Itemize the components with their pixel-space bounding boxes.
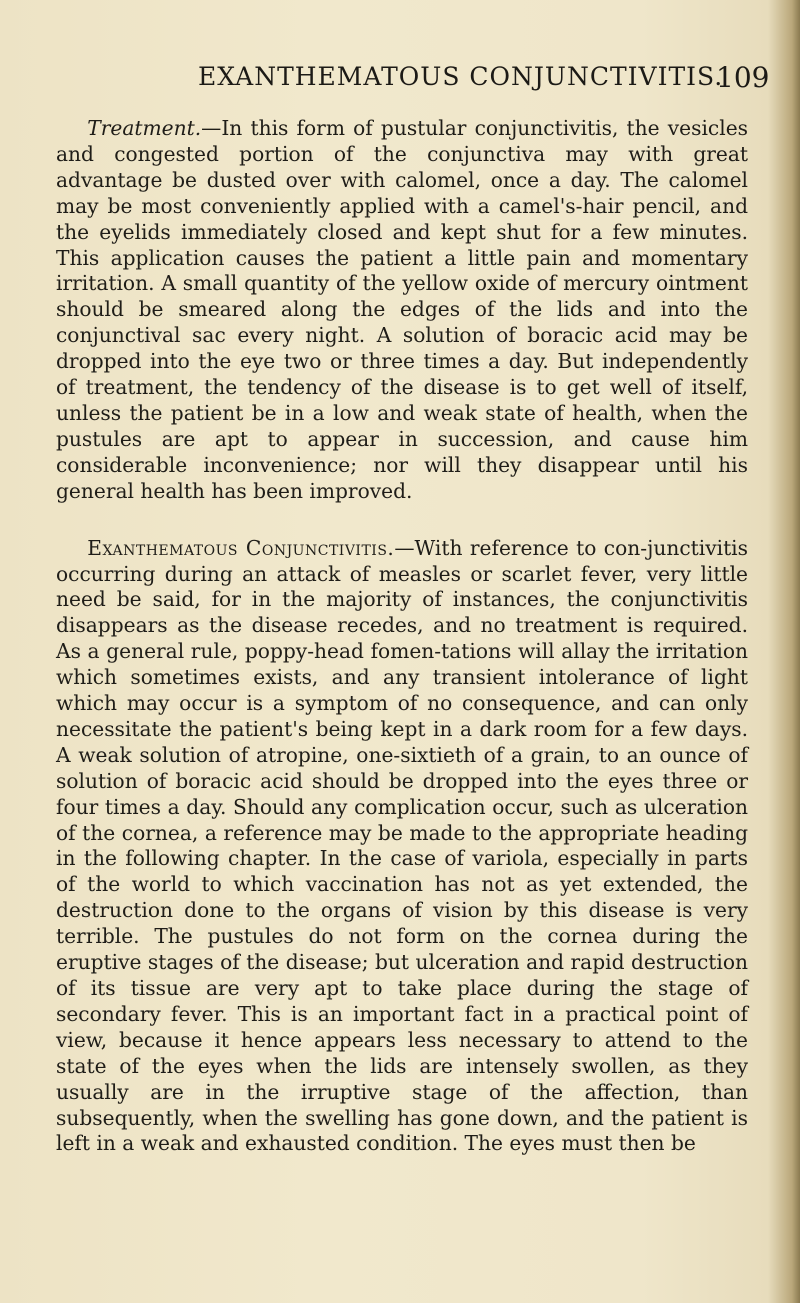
paragraph-text-treatment: —In this form of pustular conjunctivitis, the vesicles and congested portion of the conjunctiva may with great advantage be dusted over with calomel, once a day. The calomel may be most conveniently applied with a camel's-hair pencil, and the eyelids immediately closed and kept shut for a few minutes. This application causes the patient a little pain and momentary irritation. A small quantity of the yellow oxide of mercury ointment should be smeared along the edges of the lids and into the conjunctival sac every night. A solution of boracic acid may be dropped into the eye two or three times a day. But independently of treatment, the tendency of the disease is to get well of itself, unless the patient be in a low and weak state of health, when the pustules are apt to appear in succession, and cause him considerable inconvenience; nor will they disappear until his general health has been improved. <box>56 116 748 503</box>
page-number: 109 <box>716 61 770 94</box>
running-head: EXANTHEMATOUS CONJUNCTIVITIS. <box>198 62 724 91</box>
page-header <box>0 62 800 102</box>
paragraph-heading-treatment: Treatment. <box>87 116 202 140</box>
paragraph-treatment <box>56 116 748 505</box>
paragraph-exanthematous-conjunctivitis <box>56 536 748 1158</box>
paragraph-text-exanthematous: —With reference to con-junctivitis occurring during an attack of measles or scarlet fever, very little need be said, for in the majority of instances, the conjunctivitis disappears as the disease recedes, and no treatment is required. As a general rule, poppy-head fomen-tations will allay the irritation which sometimes exists, and any transient intolerance of light which may occur is a symptom of no consequence, and can only necessitate the patient's being kept in a dark room for a few days. A weak solution of atropine, one-sixtieth of a grain, to an ounce of solution of boracic acid should be dropped into the eyes three or four times a day. Should any complication occur, such as ulceration of the cornea, a reference may be made to the appropriate heading in the following chapter. In the case of variola, especially in parts of the world to which vaccination has not as yet extended, the destruction done to the organs of vision by this disease is very terrible. The pustules do not form on the cornea during the eruptive stages of the disease; but ulceration and rapid destruction of its tissue are very apt to take place during the stage of secondary fever. This is an important fact in a practical point of view, because it hence appears less necessary to attend to the state of the eyes when the lids are intensely swollen, as they usually are in the irruptive stage of the affection, than subsequently, when the swelling has gone down, and the patient is left in a weak and exhausted condition. The eyes must then be <box>56 535 748 1156</box>
paragraph-heading-exanthematous: Exanthematous Conjunctivitis. <box>87 535 395 560</box>
body-text <box>56 116 748 1157</box>
